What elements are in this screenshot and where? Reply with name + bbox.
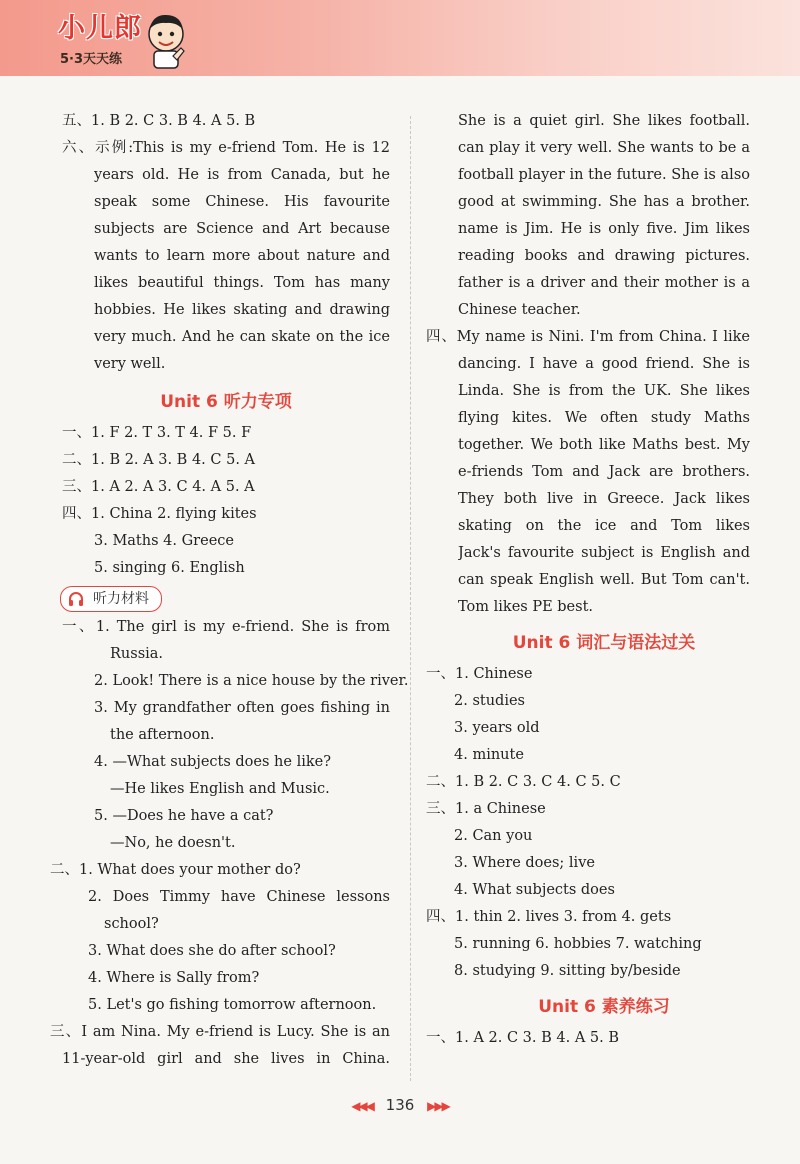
page-number-bar bbox=[0, 1096, 800, 1114]
material-line: She is a quiet girl. She likes football. bbox=[458, 113, 750, 129]
answer-row: 3. Maths 4. Greece bbox=[94, 533, 234, 549]
brand-logo: 小儿郎 bbox=[58, 13, 142, 44]
material-line: 4. —What subjects does he like? bbox=[94, 754, 331, 770]
material-line: can speak English well. But Tom can't. bbox=[458, 572, 750, 588]
answer-row: 二、1. B 2. A 3. B 4. C 5. A bbox=[62, 452, 256, 468]
column-divider bbox=[410, 116, 411, 1081]
left-column bbox=[50, 108, 409, 1073]
answer-row: 2. studies bbox=[454, 693, 525, 709]
material-line: Jack's favourite subject is English and bbox=[458, 545, 750, 561]
answer-row: 4. minute bbox=[454, 747, 524, 763]
material-line: 5. Let's go fishing tomorrow afternoon. bbox=[88, 997, 377, 1013]
material-line: school? bbox=[104, 916, 159, 932]
material-line: skating on the ice and Tom likes bbox=[458, 518, 750, 534]
headphones-icon bbox=[67, 590, 85, 608]
answer-row: 2. Can you bbox=[454, 828, 533, 844]
answer-row: 二、1. B 2. C 3. C 4. C 5. C bbox=[426, 774, 621, 790]
answer-section-5: 五、1. B 2. C 3. B 4. A 5. B bbox=[62, 113, 256, 129]
right-column bbox=[426, 108, 750, 1052]
sample-line: years old. He is from Canada, but he bbox=[94, 167, 390, 183]
material-line: 二、1. What does your mother do? bbox=[50, 862, 301, 878]
sample-line: wants to learn more about nature and bbox=[94, 248, 390, 264]
material-line: name is Jim. He is only five. Jim likes bbox=[458, 221, 750, 237]
answer-row: 四、1. China 2. flying kites bbox=[62, 506, 257, 522]
material-line: 三、I am Nina. My e-friend is Lucy. She is an bbox=[50, 1024, 390, 1040]
answer-row: 5. singing 6. English bbox=[94, 560, 245, 576]
sample-line: very much. And he can skate on the ice bbox=[94, 329, 390, 345]
sample-line: speak some Chinese. His favourite bbox=[94, 194, 390, 210]
sample-line: 六、示例:This is my e-friend Tom. He is 12 bbox=[62, 140, 390, 156]
left-arrows-icon: ◀◀◀ bbox=[351, 1099, 373, 1113]
material-line: e-friends Tom and Jack are brothers. bbox=[458, 464, 750, 480]
material-line: 2. Look! There is a nice house by the river. bbox=[94, 673, 409, 689]
answer-row: 三、1. A 2. A 3. C 4. A 5. A bbox=[62, 479, 255, 495]
material-line: the afternoon. bbox=[110, 727, 215, 743]
material-line: 4. Where is Sally from? bbox=[88, 970, 260, 986]
section-title-practice: Unit 6 素养练习 bbox=[538, 997, 670, 1017]
answer-row: 三、1. a Chinese bbox=[426, 801, 546, 817]
material-line: Tom likes PE best. bbox=[458, 599, 594, 615]
material-line: Russia. bbox=[110, 646, 164, 662]
material-line: —No, he doesn't. bbox=[110, 835, 236, 851]
material-line: football player in the future. She is also bbox=[458, 167, 750, 183]
sample-line: subjects are Science and Art because bbox=[94, 221, 390, 237]
sample-line: very well. bbox=[94, 356, 166, 372]
answer-row: 一、1. Chinese bbox=[426, 666, 533, 682]
material-line: dancing. I have a good friend. She is bbox=[458, 356, 750, 372]
answer-row: 一、1. A 2. C 3. B 4. A 5. B bbox=[426, 1030, 620, 1046]
material-line: 四、My name is Nini. I'm from China. I like bbox=[426, 329, 750, 345]
material-line: 5. —Does he have a cat? bbox=[94, 808, 274, 824]
material-line: flying kites. We often study Maths bbox=[458, 410, 750, 426]
material-line: father is a driver and their mother is a bbox=[458, 275, 750, 291]
material-line: together. We both like Maths best. My bbox=[458, 437, 750, 453]
answer-row: 一、1. F 2. T 3. T 4. F 5. F bbox=[62, 425, 252, 441]
listening-material-tag bbox=[60, 586, 162, 612]
material-line: 3. What does she do after school? bbox=[88, 943, 336, 959]
answer-row: 3. years old bbox=[454, 720, 540, 736]
material-line: 2. Does Timmy have Chinese lessons bbox=[88, 889, 390, 905]
answer-row: 4. What subjects does bbox=[454, 882, 615, 898]
right-arrows-icon: ▶▶▶ bbox=[427, 1099, 449, 1113]
page-number: 136 bbox=[385, 1096, 415, 1114]
material-line: Linda. She is from the UK. She likes bbox=[458, 383, 750, 399]
material-line: 11-year-old girl and she lives in China. bbox=[62, 1051, 390, 1067]
answer-row: 5. running 6. hobbies 7. watching bbox=[454, 936, 702, 952]
listening-material-label: 听力材料 bbox=[93, 591, 149, 607]
material-line: 3. My grandfather often goes fishing in bbox=[94, 700, 390, 716]
page-header bbox=[0, 0, 800, 76]
section-title-vocabulary: Unit 6 词汇与语法过关 bbox=[512, 633, 696, 653]
section-title-listening: Unit 6 听力专项 bbox=[160, 392, 292, 412]
sample-line: hobbies. He likes skating and drawing bbox=[94, 302, 390, 318]
material-line: reading books and drawing pictures. bbox=[458, 248, 750, 264]
answer-row: 四、1. thin 2. lives 3. from 4. gets bbox=[426, 909, 672, 925]
material-line: 一、1. The girl is my e-friend. She is from bbox=[62, 619, 390, 635]
material-line: They both live in Greece. Jack likes bbox=[458, 491, 750, 507]
material-line: can play it very well. She wants to be a bbox=[458, 140, 750, 156]
material-line: good at swimming. She has a brother. bbox=[458, 194, 750, 210]
material-line: —He likes English and Music. bbox=[110, 781, 330, 797]
answer-row: 3. Where does; live bbox=[454, 855, 595, 871]
brand-subtitle: 5·3天天练 bbox=[60, 52, 123, 67]
answer-row: 8. studying 9. sitting by/beside bbox=[454, 963, 681, 979]
sample-line: likes beautiful things. Tom has many bbox=[94, 275, 390, 291]
material-line: Chinese teacher. bbox=[458, 302, 581, 318]
mascot-boy-icon bbox=[143, 10, 189, 70]
